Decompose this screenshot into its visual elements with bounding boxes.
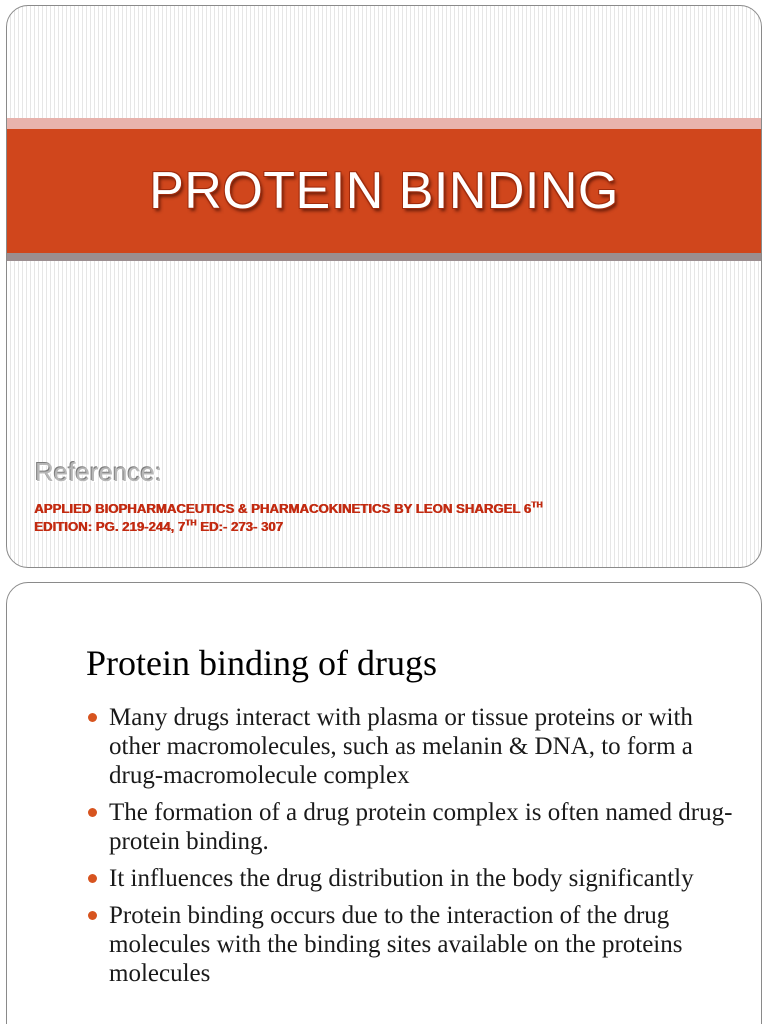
- reference-line-2-text: EDITION: PG. 219-244, 7: [34, 519, 185, 534]
- reference-heading: Reference:: [35, 457, 163, 487]
- reference-line-2-superscript: TH: [184, 517, 197, 528]
- reference-line-1: [34, 500, 734, 518]
- bullet-dot-icon: [88, 911, 97, 920]
- reference-text: [34, 500, 734, 536]
- bullet-dot-icon: [88, 808, 97, 817]
- bullet-list: [86, 703, 746, 996]
- bullet-text: Protein binding occurs due to the interaction of the drug molecules with the binding sites available on the proteins molecules: [109, 902, 683, 987]
- slide-title: PROTEIN BINDING: [149, 162, 619, 220]
- bullet-item: [86, 703, 746, 790]
- reference-line-2: [34, 518, 734, 536]
- bullet-item: [86, 901, 746, 988]
- bullet-item: [86, 864, 746, 893]
- bullet-dot-icon: [88, 713, 97, 722]
- title-band-top-stripe: [7, 118, 761, 129]
- title-band-bottom-stripe: [7, 253, 761, 261]
- bullet-dot-icon: [88, 874, 97, 883]
- bullet-item: [86, 798, 746, 856]
- bullet-text: Many drugs interact with plasma or tissue proteins or with other macromolecules, such as melanin & DNA, to form a drug-macromolecule complex: [109, 704, 693, 789]
- content-slide: [6, 582, 762, 1024]
- content-slide-title: Protein binding of drugs: [86, 643, 437, 683]
- bullet-text: The formation of a drug protein complex is often named drug-protein binding.: [109, 799, 733, 855]
- title-slide: [6, 5, 762, 568]
- reference-line-1-text: APPLIED BIOPHARMACEUTICS & PHARMACOKINETICS BY LEON SHARGEL 6: [34, 501, 532, 516]
- bullet-text: It influences the drug distribution in the body significantly: [109, 865, 694, 892]
- reference-line-2-text-end: ED:- 273- 307: [196, 519, 283, 534]
- reference-line-1-superscript: TH: [531, 499, 543, 510]
